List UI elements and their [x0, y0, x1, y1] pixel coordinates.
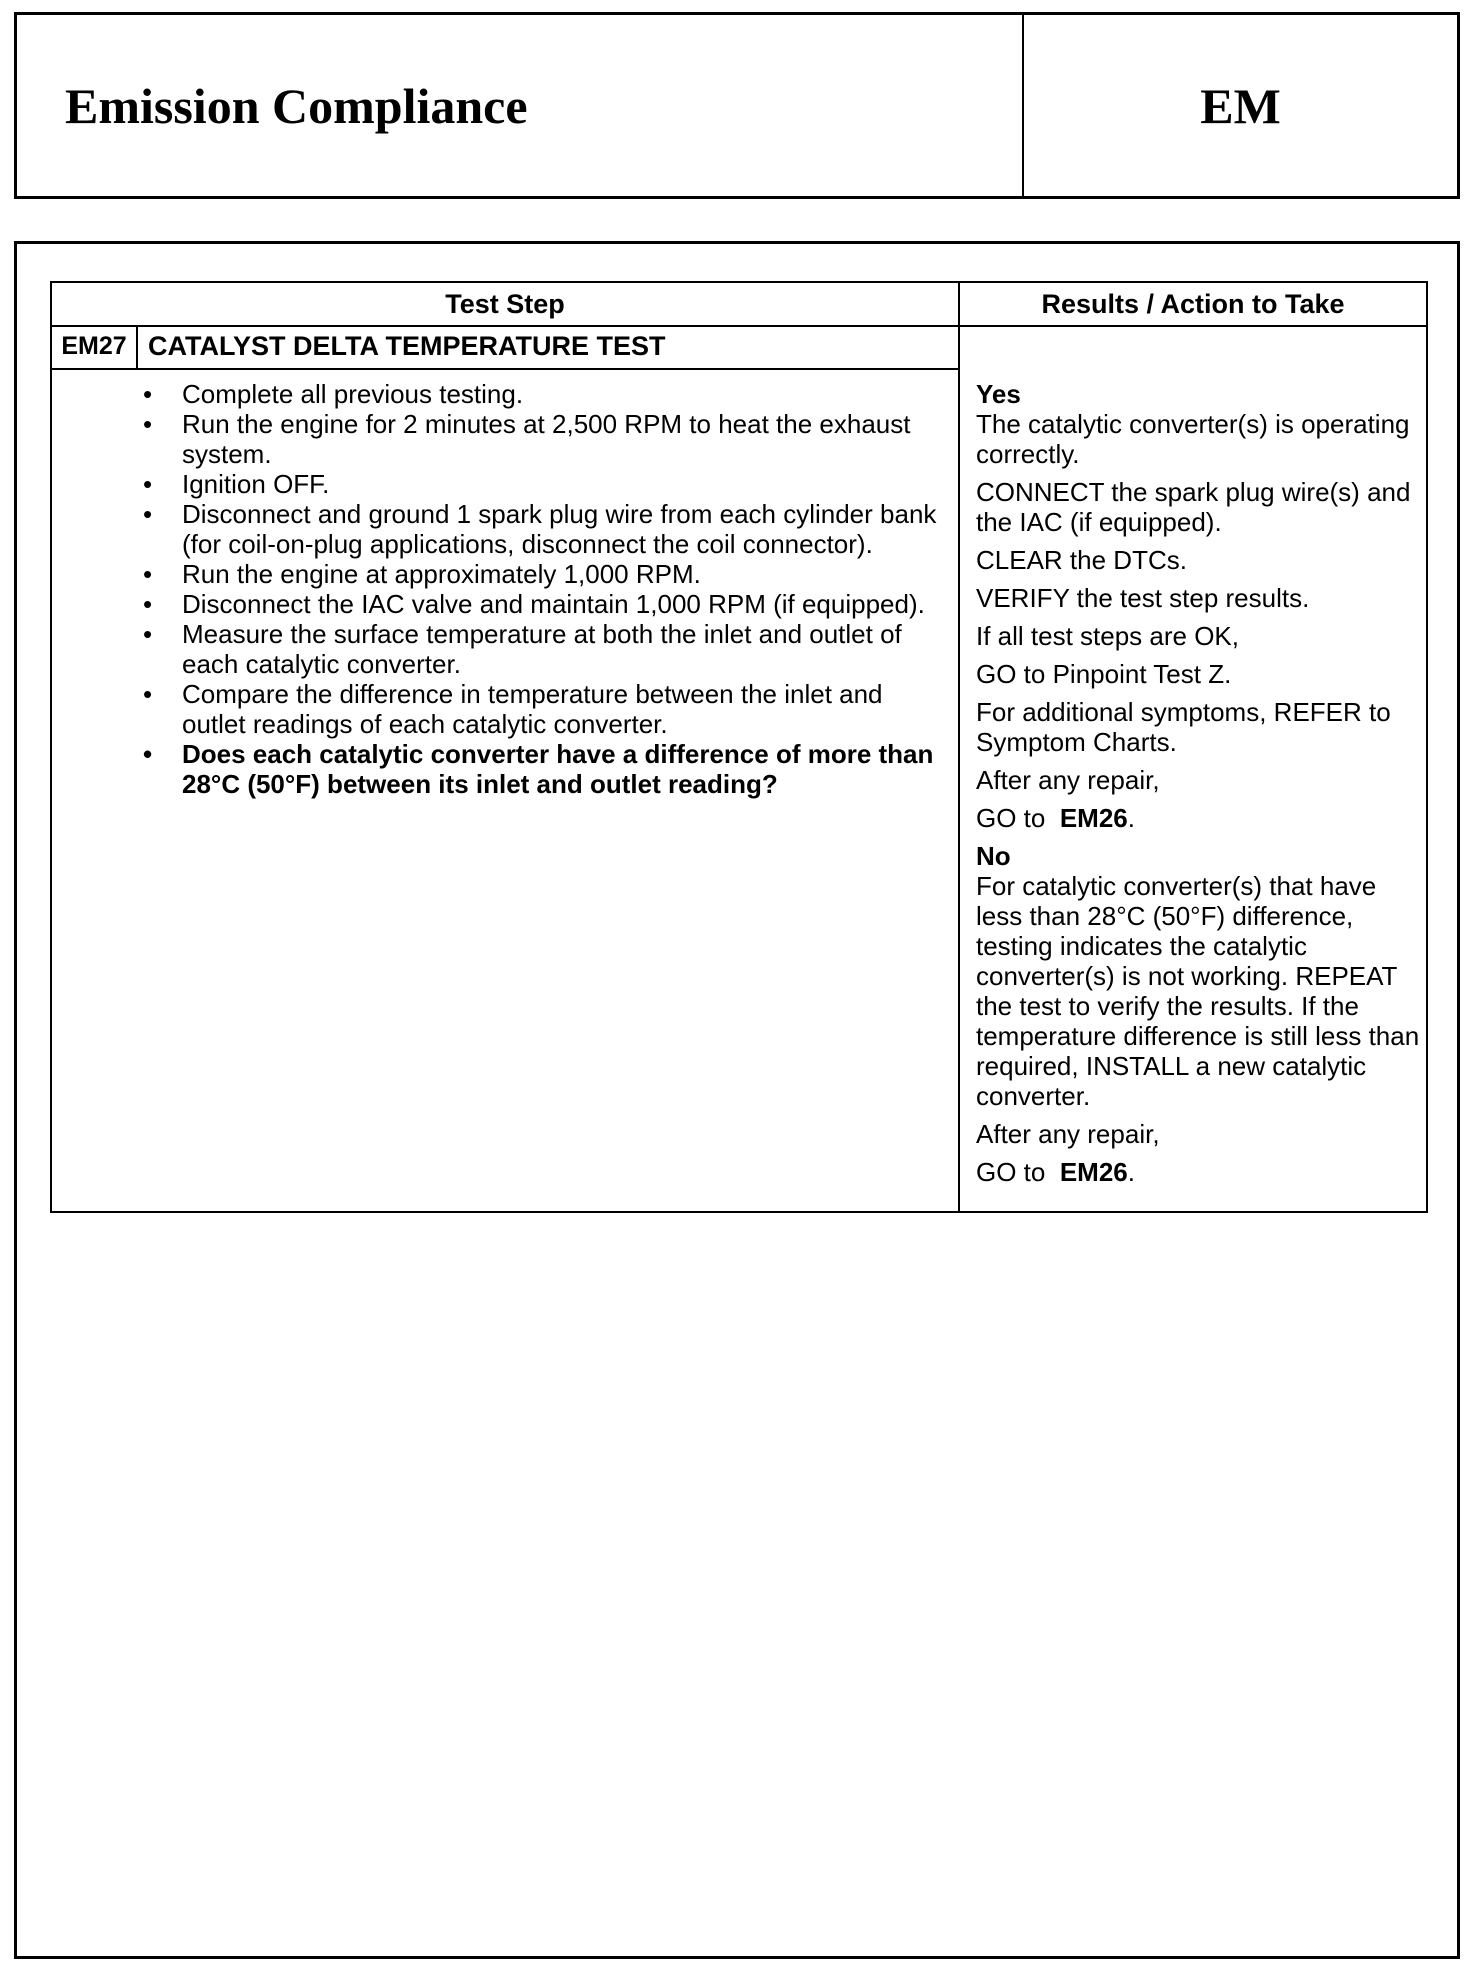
bullet-icon: • — [143, 499, 153, 529]
list-item-text: Compare the difference in temperature between the inlet and outlet readings of each catalytic converter. — [182, 679, 883, 739]
list-item — [132, 559, 952, 589]
list-item-text: Disconnect the IAC valve and maintain 1,000 RPM (if equipped). — [182, 589, 925, 619]
results-column — [976, 379, 1422, 1187]
list-item-text: Measure the surface temperature at both the inlet and outlet of each catalytic converter. — [182, 619, 902, 679]
result-text: If all test steps are OK, — [976, 621, 1239, 651]
period: . — [1127, 1157, 1135, 1187]
bullet-icon: • — [143, 559, 153, 589]
step-title-row — [52, 325, 958, 370]
bullet-icon: • — [143, 739, 153, 769]
list-item — [132, 589, 952, 619]
result-text: The catalytic converter(s) is operating correctly. — [976, 409, 1410, 469]
bullet-icon: • — [143, 679, 153, 709]
step-id: EM27 — [52, 325, 138, 368]
go-to-line — [976, 1157, 1422, 1187]
section-code: EM — [1022, 15, 1457, 196]
result-text: CLEAR the DTCs. — [976, 545, 1187, 575]
list-item-text: Does each catalytic converter have a difference of more than 28°C (50°F) between its inlet and outlet reading? — [182, 739, 934, 799]
page-title: Emission Compliance — [65, 77, 528, 134]
go-to-reference: EM26 — [1059, 1157, 1128, 1187]
list-item-text: Run the engine at approximately 1,000 RPM. — [182, 559, 701, 589]
list-item-text: Disconnect and ground 1 spark plug wire from each cylinder bank (for coil-on-plug applications, disconnect the coil connector). — [182, 499, 937, 559]
result-text: For additional symptoms, REFER to Symptom Charts. — [976, 697, 1391, 757]
list-item — [132, 379, 952, 409]
column-header-test-step: Test Step — [445, 288, 565, 319]
go-to-text: GO to — [976, 803, 1046, 833]
list-item-text: Run the engine for 2 minutes at 2,500 RPM to heat the exhaust system. — [182, 409, 911, 469]
bullet-icon: • — [143, 379, 153, 409]
list-item-question — [132, 739, 952, 799]
step-instructions — [132, 379, 952, 799]
result-text: GO to Pinpoint Test Z. — [976, 659, 1232, 689]
list-item-text: Complete all previous testing. — [182, 379, 524, 409]
result-text: VERIFY the test step results. — [976, 583, 1310, 613]
result-text: After any repair, — [976, 765, 1160, 795]
bullet-icon: • — [143, 409, 153, 439]
list-item-text: Ignition OFF. — [182, 469, 330, 499]
go-to-line — [976, 803, 1422, 833]
table-header-row — [52, 283, 1426, 327]
list-item — [132, 469, 952, 499]
list-item — [132, 679, 952, 739]
result-text: CONNECT the spark plug wire(s) and the IAC (if equipped). — [976, 477, 1411, 537]
no-label: No — [976, 841, 1011, 871]
test-table — [50, 281, 1428, 1213]
result-text: For catalytic converter(s) that have less than 28°C (50°F) difference, testing indicates the catalytic converter(s) is not working. REPEAT the test to verify the results. If the temperature difference is still less than required, INSTALL a new catalytic converter. — [976, 871, 1420, 1111]
bullet-icon: • — [143, 589, 153, 619]
list-item — [132, 619, 952, 679]
result-text: After any repair, — [976, 1119, 1160, 1149]
column-divider — [958, 283, 960, 1211]
list-item — [132, 499, 952, 559]
period: . — [1127, 803, 1135, 833]
page-frame — [14, 241, 1460, 1959]
go-to-text: GO to — [976, 1157, 1046, 1187]
yes-label: Yes — [976, 379, 1021, 409]
step-title: CATALYST DELTA TEMPERATURE TEST — [148, 331, 666, 361]
bullet-icon: • — [143, 619, 153, 649]
page-header — [14, 12, 1460, 199]
column-header-results: Results / Action to Take — [1041, 288, 1345, 319]
bullet-icon: • — [143, 469, 153, 499]
list-item — [132, 409, 952, 469]
go-to-reference: EM26 — [1059, 803, 1128, 833]
